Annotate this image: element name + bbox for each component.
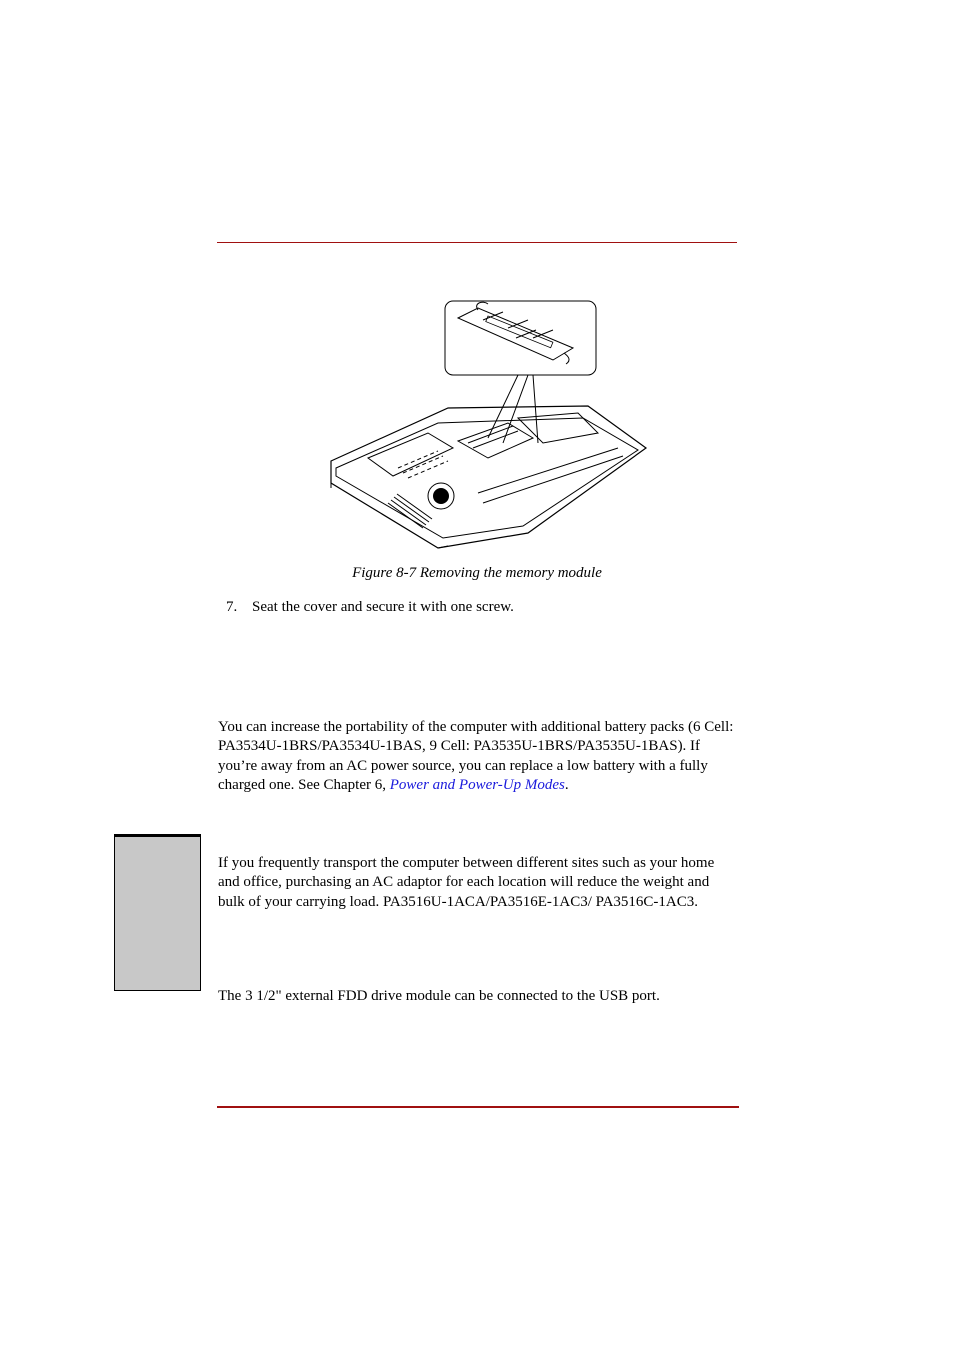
fdd-paragraph: The 3 1/2" external FDD drive module can be connected to the USB port. [218, 988, 660, 1004]
battery-text: You can increase the portability of the computer with additional battery packs (6 Cell: PA3534U-1BRS/PA3534U-1BAS, 9 Cell: PA3535U-1BRS/PA3535U-1BAS). If you’re away from an AC power source, you can replace a low battery with a fully charged one. See Chapter 6, [218, 719, 734, 793]
figure-caption: Figure 8-7 Removing the memory module [352, 565, 602, 581]
chapter-side-tab [114, 834, 201, 991]
step-text: Seat the cover and secure it with one screw. [252, 599, 514, 615]
header-rule [217, 242, 737, 243]
battery-trailing: . [564, 776, 569, 793]
battery-paragraph [218, 718, 738, 795]
step-item [226, 599, 514, 616]
step-number: 7. [226, 599, 238, 615]
power-modes-link[interactable]: Power and Power-Up Modes [389, 776, 565, 793]
ac-adaptor-paragraph: If you frequently transport the computer between different sites such as your home and office, purchasing an AC adaptor for each location will reduce the weight and bulk of your carrying load. PA3516U-1ACA/PA3516E-1AC3/ PA3516C-1AC3. [218, 855, 715, 910]
memory-module-illustration [328, 298, 648, 553]
footer-rule [217, 1106, 739, 1108]
